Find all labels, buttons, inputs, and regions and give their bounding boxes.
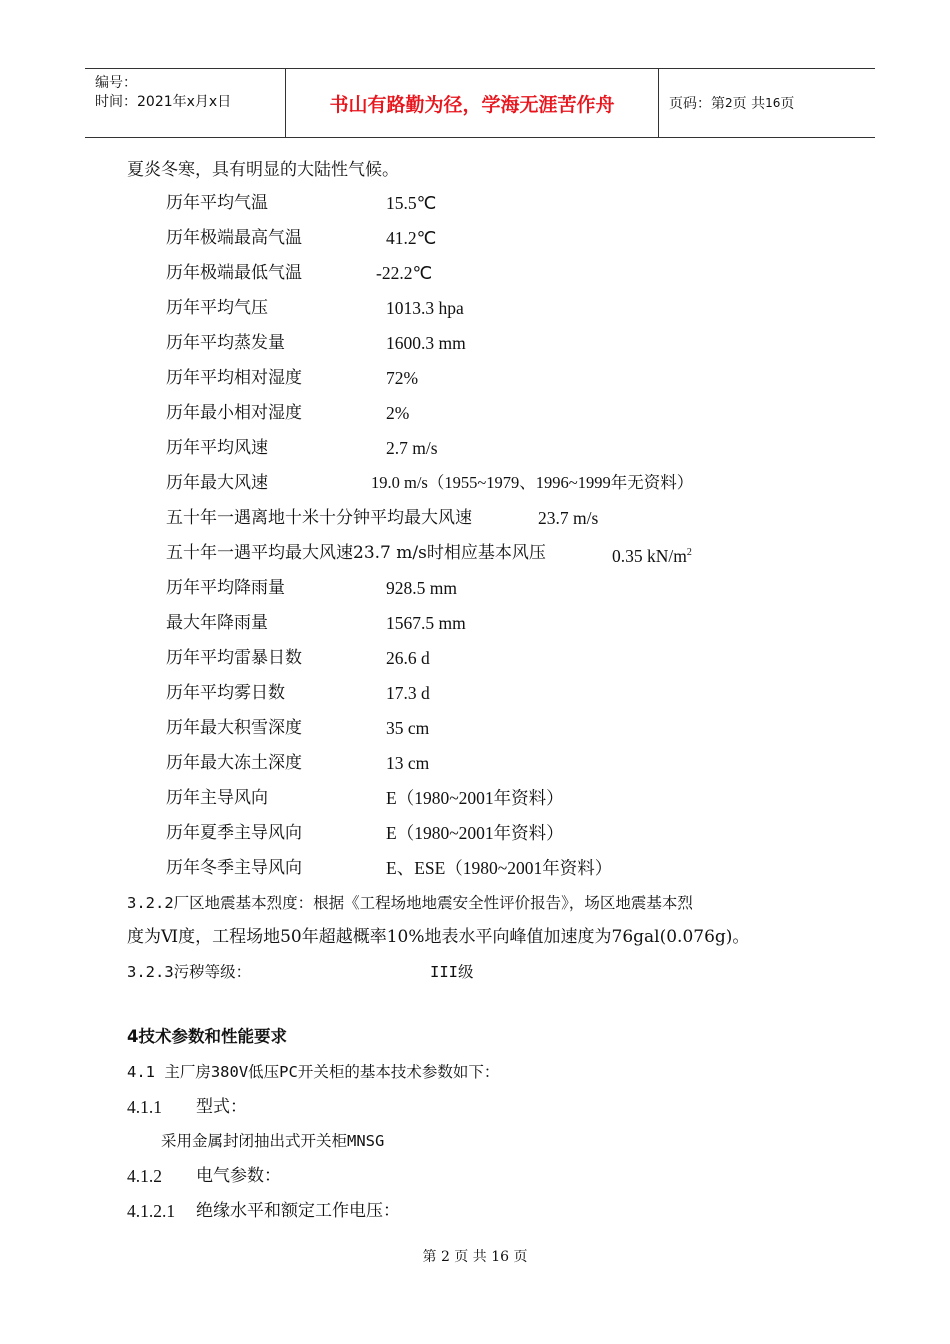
climate-label: 历年平均风速 <box>166 438 268 458</box>
climate-row <box>0 647 950 669</box>
section-3-2-3-value: III级 <box>430 963 474 981</box>
climate-row <box>0 227 950 249</box>
page-label-suffix: 页 <box>780 96 795 112</box>
climate-value: -22.2℃ <box>376 263 433 283</box>
climate-row <box>0 507 950 529</box>
section-4-1: 4.1 主厂房380V低压PC开关柜的基本技术参数如下： <box>127 1063 500 1081</box>
climate-row <box>0 367 950 389</box>
climate-label: 历年最大积雪深度 <box>166 718 302 738</box>
climate-row <box>0 402 950 424</box>
climate-label: 历年最大冻土深度 <box>166 753 302 773</box>
page-total: 16 <box>765 96 781 110</box>
climate-value: 1567.5 mm <box>386 613 466 633</box>
climate-value: E、ESE（1980~2001年资料） <box>386 858 613 878</box>
header-meta-cell <box>85 69 286 137</box>
climate-row <box>0 262 950 284</box>
climate-row <box>0 542 950 564</box>
climate-row <box>0 297 950 319</box>
climate-value-sup: 2 <box>686 547 692 558</box>
header-page-number <box>659 69 885 137</box>
climate-label: 五十年一遇平均最大风速23.7 m/s时相应基本风压 <box>166 543 546 563</box>
climate-label: 历年极端最低气温 <box>166 263 302 283</box>
climate-row <box>0 752 950 774</box>
climate-row <box>0 612 950 634</box>
section-3-2-2-line2: 度为Ⅵ度，工程场地50年超越概率10%地表水平向峰值加速度为76gal(0.076g)。 <box>127 927 750 947</box>
header-motto: 书山有路勤为径，学海无涯苦作舟 <box>286 69 659 137</box>
climate-label: 历年夏季主导风向 <box>166 823 302 843</box>
climate-label: 历年平均雾日数 <box>166 683 285 703</box>
climate-value: 15.5℃ <box>386 193 437 213</box>
climate-row <box>0 717 950 739</box>
climate-value: 72% <box>386 368 419 388</box>
climate-value: 2% <box>386 403 410 423</box>
document-code-label: 编号： <box>95 75 137 91</box>
climate-row <box>0 472 950 494</box>
climate-value: 17.3 d <box>386 683 430 703</box>
climate-label: 历年平均相对湿度 <box>166 368 302 388</box>
climate-value: E（1980~2001年资料） <box>386 823 564 843</box>
climate-row <box>0 857 950 879</box>
climate-value: 1600.3 mm <box>386 333 466 353</box>
climate-label: 历年极端最高气温 <box>166 228 302 248</box>
climate-row <box>0 787 950 809</box>
climate-value: 19.0 m/s（1955~1979、1996~1999年无资料） <box>371 473 694 492</box>
section-4-1-2-number: 4.1.2 <box>127 1166 162 1186</box>
page-label-mid: 页 共 <box>732 96 766 112</box>
climate-label: 历年主导风向 <box>166 788 268 808</box>
climate-value-text: 0.35 kN/m <box>612 545 687 566</box>
document-date: 时间：2021年x月x日 <box>95 94 232 110</box>
climate-label: 历年平均降雨量 <box>166 578 285 598</box>
section-3-2-3-label: 3.2.3污秽等级： <box>127 963 252 981</box>
section-4-1-1-number: 4.1.1 <box>127 1097 162 1117</box>
climate-label: 历年最小相对湿度 <box>166 403 302 423</box>
climate-value: 23.7 m/s <box>538 508 599 528</box>
section-4-1-1-body: 采用金属封闭抽出式开关柜MNSG <box>161 1132 385 1150</box>
climate-value <box>612 542 692 567</box>
section-4-1-2-1-number: 4.1.2.1 <box>127 1201 176 1221</box>
climate-label: 历年平均气压 <box>166 298 268 318</box>
section-4-1-1-title: 型式： <box>196 1097 247 1117</box>
climate-row <box>0 682 950 704</box>
climate-value: 2.7 m/s <box>386 438 438 458</box>
climate-label: 历年平均雷暴日数 <box>166 648 302 668</box>
climate-row <box>0 437 950 459</box>
climate-row <box>0 577 950 599</box>
climate-row <box>0 822 950 844</box>
climate-value: 13 cm <box>386 753 430 773</box>
page-header <box>85 68 875 138</box>
climate-value: 35 cm <box>386 718 430 738</box>
section-4-1-2-1-title: 绝缘水平和额定工作电压： <box>196 1201 400 1221</box>
climate-label: 最大年降雨量 <box>166 613 268 633</box>
page-footer: 第 2 页 共 16 页 <box>422 1249 528 1265</box>
climate-row <box>0 192 950 214</box>
climate-label: 历年最大风速 <box>166 473 268 493</box>
climate-label: 五十年一遇离地十米十分钟平均最大风速 <box>166 508 472 528</box>
climate-row <box>0 332 950 354</box>
climate-label: 历年冬季主导风向 <box>166 858 302 878</box>
section-4-1-2-title: 电气参数： <box>196 1166 281 1186</box>
page-label-prefix: 页码：第 <box>669 96 725 112</box>
section-4-title: 4技术参数和性能要求 <box>127 1027 287 1046</box>
climate-value: 26.6 d <box>386 648 430 668</box>
climate-value: 1013.3 hpa <box>386 298 464 318</box>
section-3-2-2-line1: 3.2.2厂区地震基本烈度：根据《工程场地地震安全性评价报告》，场区地震基本烈 <box>127 894 693 912</box>
climate-value: 928.5 mm <box>386 578 457 598</box>
climate-value: 41.2℃ <box>386 228 437 248</box>
climate-value: E（1980~2001年资料） <box>386 788 564 808</box>
page-current: 2 <box>725 96 733 110</box>
climate-label: 历年平均蒸发量 <box>166 333 285 353</box>
intro-text: 夏炎冬寒，具有明显的大陆性气候。 <box>127 160 399 180</box>
climate-label: 历年平均气温 <box>166 193 268 213</box>
